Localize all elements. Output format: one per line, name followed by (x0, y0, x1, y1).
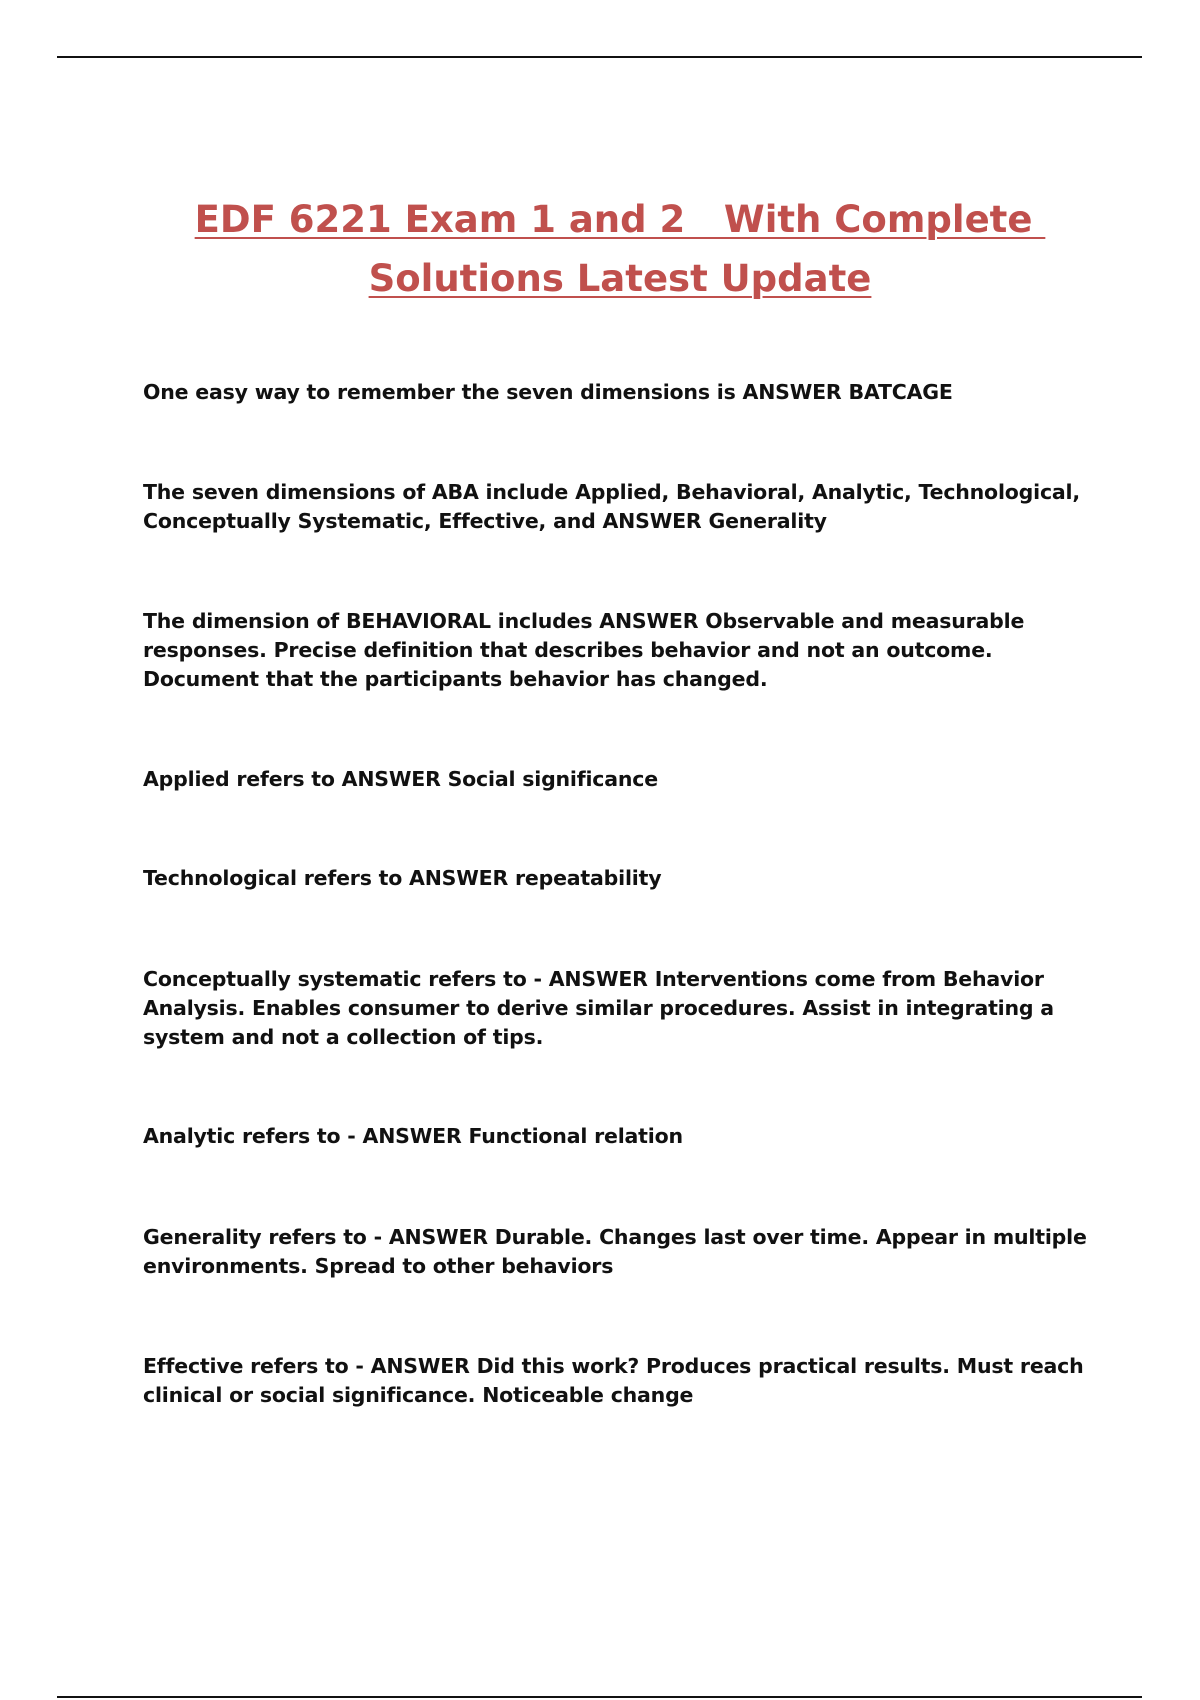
qa-item-7: Analytic refers to - ANSWER Functional relation (143, 1124, 683, 1148)
bottom-rule (57, 1696, 1142, 1698)
qa-item-5: Technological refers to ANSWER repeatability (143, 866, 662, 890)
qa-item-4: Applied refers to ANSWER Social significance (143, 767, 658, 791)
top-rule (57, 56, 1142, 58)
qa-item-3: The dimension of BEHAVIORAL includes ANSWER Observable and measurable responses. Precise definition that describes behavior and not an outcome. Document that the participants behavior has changed. (143, 609, 1025, 691)
title-line-2: Solutions Latest Update (368, 257, 872, 300)
qa-item-6: Conceptually systematic refers to - ANSWER Interventions come from Behavior Analysis. Enables consumer to derive similar procedures. Assist in integrating a system and not a collection of tips. (143, 967, 1054, 1049)
qa-item-8: Generality refers to - ANSWER Durable. Changes last over time. Appear in multiple environments. Spread to other behaviors (143, 1225, 1087, 1278)
qa-item-1: One easy way to remember the seven dimensions is ANSWER BATCAGE (143, 380, 953, 404)
title-line-1: EDF 6221 Exam 1 and 2 With Complete (194, 198, 1046, 241)
qa-item-9: Effective refers to - ANSWER Did this work? Produces practical results. Must reach clinical or social significance. Noticeable change (143, 1354, 1084, 1407)
qa-item-2: The seven dimensions of ABA include Applied, Behavioral, Analytic, Technological, Conceptually Systematic, Effective, and ANSWER Generality (143, 480, 1080, 533)
document-title (100, 190, 1140, 308)
